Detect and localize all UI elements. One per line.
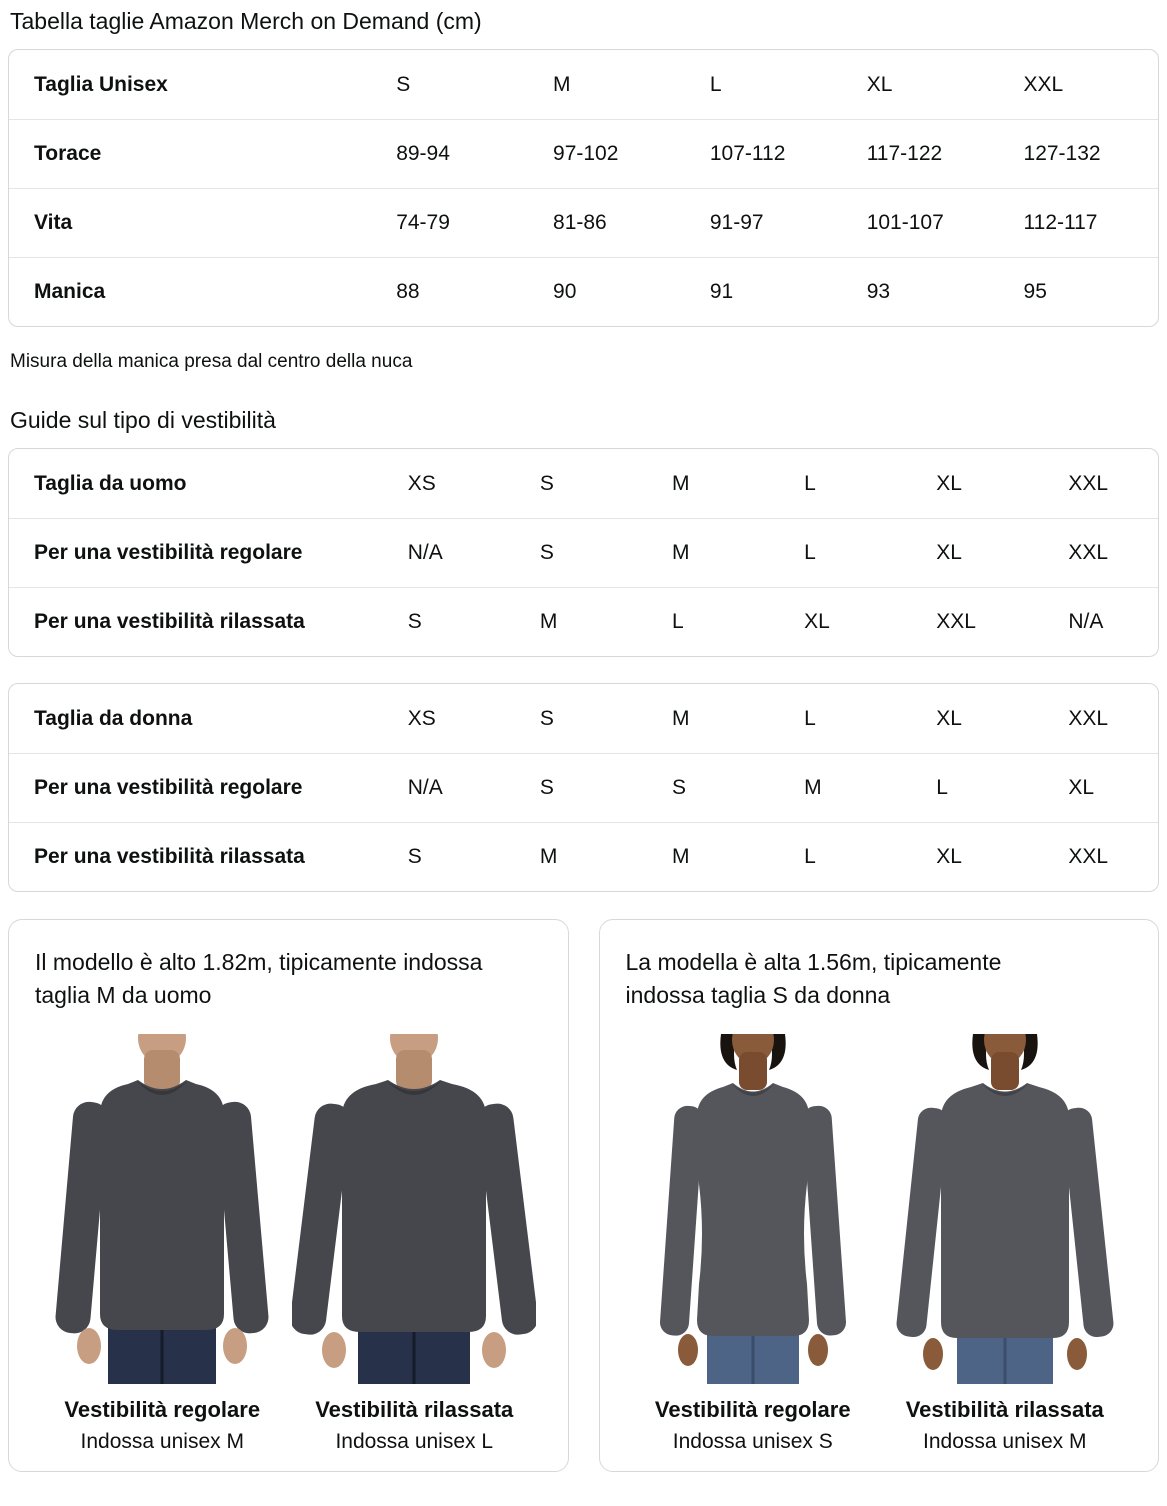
size-col-header: XXL (1068, 471, 1109, 495)
sleeve-measurement-note: Misura della manica presa dal centro della nuca (10, 351, 413, 372)
size-col-header: XL (936, 706, 962, 730)
male-model-relaxed-fit-photo (292, 1034, 536, 1384)
fit-size-value: N/A (407, 776, 443, 799)
captions-row (626, 1396, 1133, 1456)
model-shirt-torso (100, 1080, 224, 1330)
fit-size-value: M (804, 776, 822, 799)
measurement-value: 95 (1023, 280, 1047, 303)
model-description: Il modello è alto 1.82m, tipicamente indossa taglia M da uomo (35, 949, 483, 1008)
size-table-header-label: Taglia Unisex (34, 72, 168, 96)
fit-type-label: Vestibilità rilassata (905, 1397, 1104, 1422)
measurement-value: 74-79 (396, 211, 450, 234)
measurement-value: 127-132 (1023, 142, 1101, 165)
fit-type-label: Vestibilità regolare (654, 1397, 851, 1422)
measurement-label: Manica (34, 280, 106, 303)
fit-size-value: S (539, 541, 554, 564)
model-shirt-torso (941, 1083, 1069, 1338)
fit-size-value: XL (936, 541, 962, 564)
measurement-value: 91 (709, 280, 734, 303)
fit-row-label: Per una vestibilità regolare (34, 776, 303, 799)
table-row (9, 753, 1158, 822)
fit-size-value: S (407, 845, 422, 868)
measurement-value: 97-102 (553, 142, 619, 165)
table-row (9, 257, 1158, 326)
size-col-header: S (539, 706, 554, 730)
fit-row-label: Per una vestibilità rilassata (34, 610, 305, 633)
model-face (390, 1034, 438, 1090)
model-shirt-torso (342, 1080, 486, 1332)
measurement-value: 101-107 (866, 211, 944, 234)
men-fit-table (8, 448, 1159, 657)
women-fit-table (8, 683, 1159, 892)
fit-size-value: M (539, 845, 558, 868)
fit-size-value: XXL (1068, 541, 1109, 564)
female-model-relaxed-illustration (883, 1034, 1127, 1384)
size-col-header: M (553, 72, 571, 96)
women-fit-header-label: Taglia da donna (34, 706, 193, 730)
table-header-row (9, 50, 1158, 119)
measurement-label: Torace (34, 142, 102, 165)
model-shirt-torso (697, 1083, 809, 1336)
table-row (9, 188, 1158, 257)
photo-caption (883, 1396, 1127, 1456)
size-col-header: M (671, 706, 690, 730)
female-model-regular-illustration (631, 1034, 875, 1384)
men-fit-header-label: Taglia da uomo (34, 471, 187, 495)
fit-size-value: L (804, 845, 816, 868)
size-col-header: S (396, 72, 411, 96)
model-cards-row (8, 919, 1159, 1472)
table-row (9, 119, 1158, 188)
fit-size-value: XL (1068, 776, 1094, 799)
measurement-value: 93 (866, 280, 891, 303)
fit-size-value: L (804, 541, 816, 564)
table-row (9, 518, 1158, 587)
measurement-value: 117-122 (866, 142, 943, 165)
fit-type-label: Vestibilità rilassata (315, 1397, 514, 1422)
fit-size-value: L (936, 776, 948, 799)
female-model-relaxed-fit-photo (883, 1034, 1127, 1384)
table-header-row (9, 684, 1158, 753)
fit-size-value: M (671, 541, 690, 564)
measurement-value: 107-112 (709, 142, 786, 165)
photos-row (35, 1034, 542, 1384)
measurement-value: 88 (396, 280, 420, 303)
model-face (984, 1034, 1026, 1090)
model-face (732, 1034, 774, 1090)
fit-row-label: Per una vestibilità regolare (34, 541, 303, 564)
fit-size-value: XL (804, 610, 830, 633)
fit-size-value: XL (936, 845, 962, 868)
measurement-value: 90 (553, 280, 577, 303)
male-model-regular-fit-photo (40, 1034, 284, 1384)
fit-size-value: XXL (1068, 845, 1109, 868)
photo-caption (292, 1396, 536, 1456)
fit-size-value: M (539, 610, 558, 633)
worn-size-label: Indossa unisex S (672, 1430, 833, 1453)
female-model-regular-fit-photo (631, 1034, 875, 1384)
fit-size-value: M (671, 845, 690, 868)
fit-size-value: S (539, 776, 554, 799)
table-row (9, 587, 1158, 656)
worn-size-label: Indossa unisex L (335, 1430, 494, 1453)
female-model-card (599, 919, 1160, 1472)
fit-size-value: L (671, 610, 684, 633)
unisex-size-table (8, 49, 1159, 327)
size-col-header: XXL (1023, 72, 1064, 96)
size-col-header: XS (407, 471, 436, 495)
worn-size-label: Indossa unisex M (923, 1430, 1087, 1453)
size-col-header: XL (936, 471, 962, 495)
male-model-relaxed-illustration (292, 1034, 536, 1384)
fit-size-value: S (407, 610, 422, 633)
table-header-row (9, 449, 1158, 518)
size-col-header: L (804, 706, 816, 730)
measurement-value: 112-117 (1023, 211, 1098, 234)
fit-size-value: XXL (936, 610, 976, 633)
fit-size-value: S (671, 776, 686, 799)
model-face (138, 1034, 186, 1090)
size-chart-page (0, 6, 1167, 1472)
page-title: Tabella taglie Amazon Merch on Demand (cm) (10, 8, 482, 34)
model-description: La modella è alta 1.56m, tipicamente indossa taglia S da donna (625, 949, 1002, 1008)
size-col-header: S (539, 471, 554, 495)
measurement-value: 89-94 (396, 142, 450, 165)
fit-size-value: N/A (407, 541, 443, 564)
male-model-card (8, 919, 569, 1472)
captions-row (35, 1396, 542, 1456)
size-col-header: XXL (1068, 706, 1109, 730)
size-col-header: L (709, 72, 722, 96)
size-col-header: XL (866, 72, 893, 96)
measurement-value: 91-97 (709, 211, 764, 234)
photo-caption (40, 1396, 284, 1456)
measurement-value: 81-86 (553, 211, 607, 234)
fit-guide-heading: Guide sul tipo di vestibilità (10, 407, 276, 433)
size-col-header: M (671, 471, 690, 495)
size-col-header: XS (407, 706, 436, 730)
table-row (9, 822, 1158, 891)
photos-row (626, 1034, 1133, 1384)
fit-type-label: Vestibilità regolare (64, 1397, 261, 1422)
fit-row-label: Per una vestibilità rilassata (34, 845, 305, 868)
size-col-header: L (804, 471, 816, 495)
male-model-regular-illustration (40, 1034, 284, 1384)
measurement-label: Vita (34, 211, 73, 234)
photo-caption (631, 1396, 875, 1456)
worn-size-label: Indossa unisex M (80, 1430, 244, 1453)
fit-size-value: N/A (1068, 610, 1104, 633)
